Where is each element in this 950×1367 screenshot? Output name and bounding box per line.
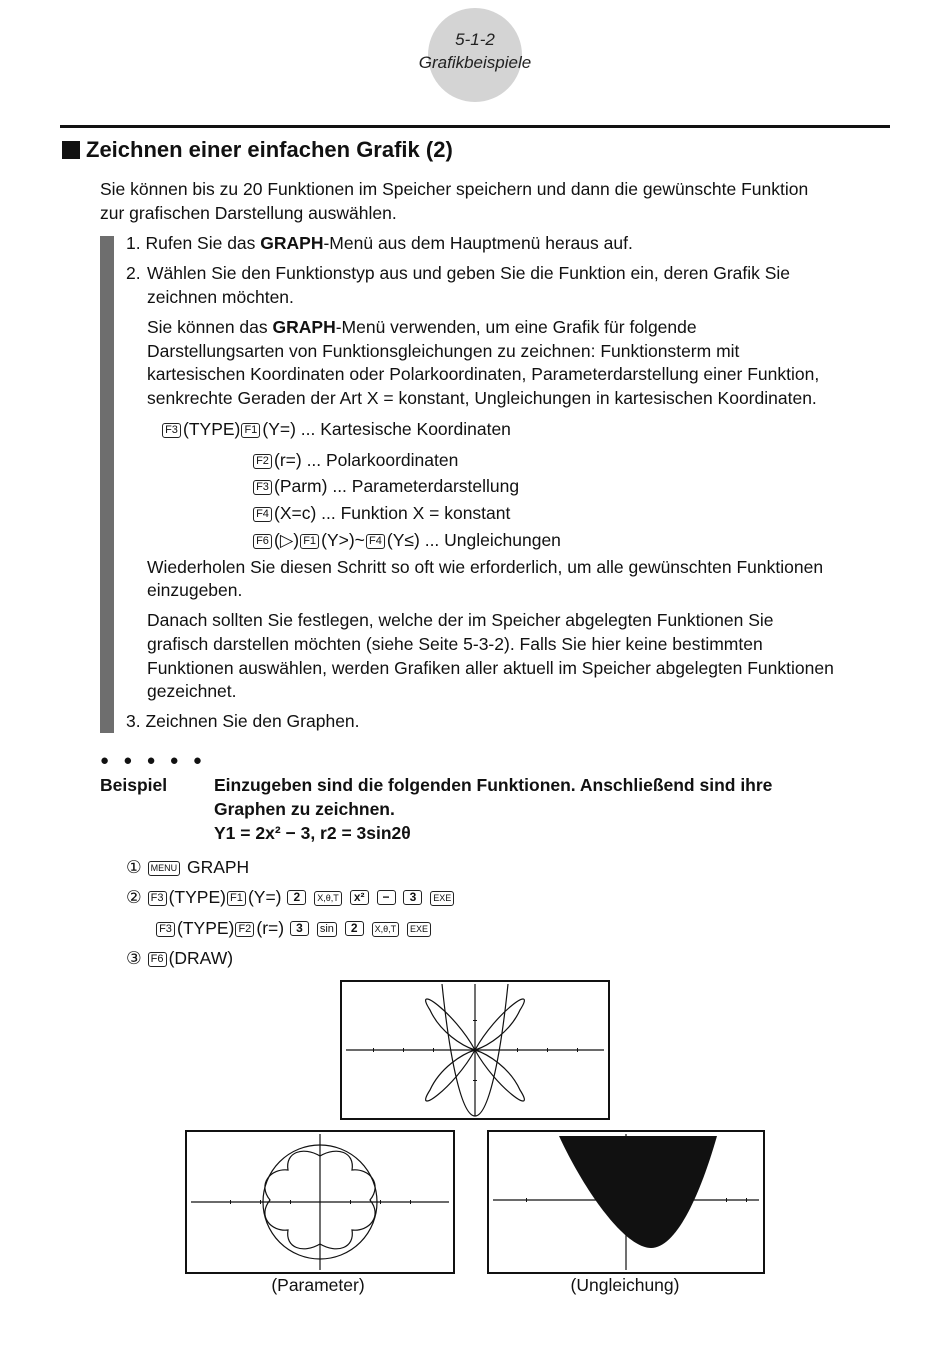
graph-label: GRAPH [186, 857, 250, 877]
step-2-line-2: zeichnen möchten. [147, 287, 294, 307]
example-dots: ● ● ● ● ● [100, 752, 207, 769]
para-3-line-3: Funktionen auswählen, werden Grafiken aller aktuell im Speicher abgelegten Funktionen [147, 658, 834, 678]
example-line-2: Graphen zu zeichnen. [214, 799, 395, 819]
type-label: (TYPE) [168, 887, 226, 907]
step-3 [126, 709, 360, 733]
section-square-icon [62, 141, 80, 159]
para-1-pre: Sie können das [147, 317, 273, 337]
f3-key: F3 [148, 891, 167, 906]
minus-key: − [377, 890, 396, 905]
example-label: Beispiel [100, 775, 168, 795]
para-3-line-4: gezeichnet. [147, 681, 237, 701]
graph-screen-parameter [185, 1130, 455, 1274]
type-label: (TYPE) [183, 419, 241, 439]
two-key: 2 [287, 890, 306, 905]
key-line-param [252, 474, 519, 498]
ineq-label: (Y≤) ... Ungleichungen [386, 530, 561, 550]
intro-line-1: Sie können bis zu 20 Funktionen im Speicher speichern und dann die gewünschte Funktion [100, 179, 809, 199]
example-step-2a [126, 885, 456, 909]
ygt-label: (Y>)~ [321, 530, 365, 550]
x-squared-key: x² [350, 890, 369, 905]
step-1 [126, 231, 633, 255]
menu-key: MENU [148, 861, 181, 876]
caption-parameter: (Parameter) [271, 1275, 365, 1295]
example-step-2b [155, 916, 433, 940]
para-1-post: -Menü verwenden, um eine Grafik für folgende [335, 317, 697, 337]
step-2-line-1: Wählen Sie den Funktionstyp aus und geben Sie die Funktion ein, deren Grafik Sie [147, 263, 791, 283]
petal-1 [426, 999, 475, 1050]
key-line-cartesian [161, 417, 511, 441]
graph-screen-inequality [487, 1130, 765, 1274]
three-key: 3 [290, 921, 309, 936]
intro-line-2: zur grafischen Darstellung auswählen. [100, 203, 397, 223]
para-1-line-4: senkrechte Geraden der Art X = konstant, Ungleichungen in kartesischen Koordinaten. [147, 388, 817, 408]
step-3-text: Zeichnen Sie den Graphen. [145, 711, 360, 731]
yeq-label: (Y=) [247, 887, 282, 907]
param-label: (Parm) ... Parameterdarstellung [274, 476, 520, 496]
page-number: 5-1-2 [455, 30, 495, 49]
exe-key: EXE [407, 922, 431, 937]
triangle-label: (▷) [274, 530, 300, 550]
para-2-line-1: Wiederholen Sie diesen Schritt so oft wie erforderlich, um alle gewünschten Funktionen [147, 557, 824, 577]
polar-label: (r=) ... Polarkoordinaten [274, 450, 459, 470]
f3-key: F3 [253, 480, 272, 495]
example-formula: Y1 = 2x² − 3, r2 = 3sin2θ [214, 823, 411, 843]
f2-key: F2 [253, 454, 272, 469]
petal-3 [426, 1050, 475, 1101]
f3-key: F3 [156, 922, 175, 937]
petal-2 [475, 999, 524, 1050]
graph-screen-1 [340, 980, 610, 1120]
f1-key: F1 [300, 534, 319, 549]
header-rule [60, 125, 890, 128]
draw-label: (DRAW) [168, 948, 234, 968]
graph-3-svg [489, 1132, 763, 1272]
example-step-3 [126, 946, 233, 970]
f6-key: F6 [253, 534, 272, 549]
page-title: Zeichnen einer einfachen Grafik (2) [86, 137, 453, 162]
f2-key: F2 [235, 922, 254, 937]
graph-1-svg [342, 982, 608, 1118]
example-step-1 [126, 855, 249, 879]
f1-key: F1 [227, 891, 246, 906]
f1-key: F1 [241, 423, 260, 438]
step-1-pre: Rufen Sie das [145, 233, 261, 253]
two-key: 2 [345, 921, 364, 936]
para-3-line-2: grafisch darstellen möchten (siehe Seite 5-3-2). Falls Sie hier keine bestimmten [147, 634, 763, 654]
step-3-number: 3. [126, 711, 141, 731]
example-line-1: Einzugeben sind die folgenden Funktionen. Anschließend sind ihre [214, 775, 773, 795]
caption-inequality: (Ungleichung) [570, 1275, 680, 1295]
f4-key: F4 [366, 534, 385, 549]
f4-key: F4 [253, 507, 272, 522]
xthetat-key: X,θ,T [372, 922, 400, 937]
key-line-xc [252, 501, 510, 525]
para-2-line-2: einzugeben. [147, 580, 243, 600]
exe-key: EXE [430, 891, 454, 906]
type-label: (TYPE) [177, 918, 235, 938]
graph-2-svg [187, 1132, 453, 1272]
step-1-number: 1. [126, 233, 141, 253]
xc-label: (X=c) ... Funktion X = konstant [274, 503, 511, 523]
f6-key: F6 [148, 952, 167, 967]
key-line-ineq [252, 528, 561, 552]
para-1-line-2: Darstellungsarten von Funktionsgleichungen zu zeichnen: Funktionsterm mit [147, 341, 740, 361]
key-line-polar [252, 448, 458, 472]
step-1-bold: GRAPH [260, 233, 324, 253]
para-3-line-1: Danach sollten Sie festlegen, welche der im Speicher abgelegten Funktionen Sie [147, 610, 774, 630]
circled-2: ② [126, 887, 142, 907]
cartesian-label: (Y=) ... Kartesische Koordinaten [262, 419, 511, 439]
shaded-region [559, 1136, 717, 1248]
f3-key: F3 [162, 423, 181, 438]
section-name: Grafikbeispiele [418, 53, 532, 72]
step-2-number: 2. [126, 263, 141, 283]
procedure-sidebar [100, 236, 114, 733]
xthetat-key: X,θ,T [314, 891, 342, 906]
step-1-post: -Menü aus dem Hauptmenü heraus auf. [323, 233, 633, 253]
req-label: (r=) [256, 918, 285, 938]
petal-4 [475, 1050, 524, 1101]
para-1-line-1 [147, 315, 697, 339]
sin-key: sin [317, 922, 337, 937]
para-1-bold: GRAPH [272, 317, 336, 337]
three-key: 3 [403, 890, 422, 905]
para-1-line-3: kartesischen Koordinaten oder Polarkoordinaten, Parameterdarstellung einer Funktion, [147, 364, 820, 384]
circled-3: ③ [126, 948, 142, 968]
circled-1: ① [126, 857, 142, 877]
